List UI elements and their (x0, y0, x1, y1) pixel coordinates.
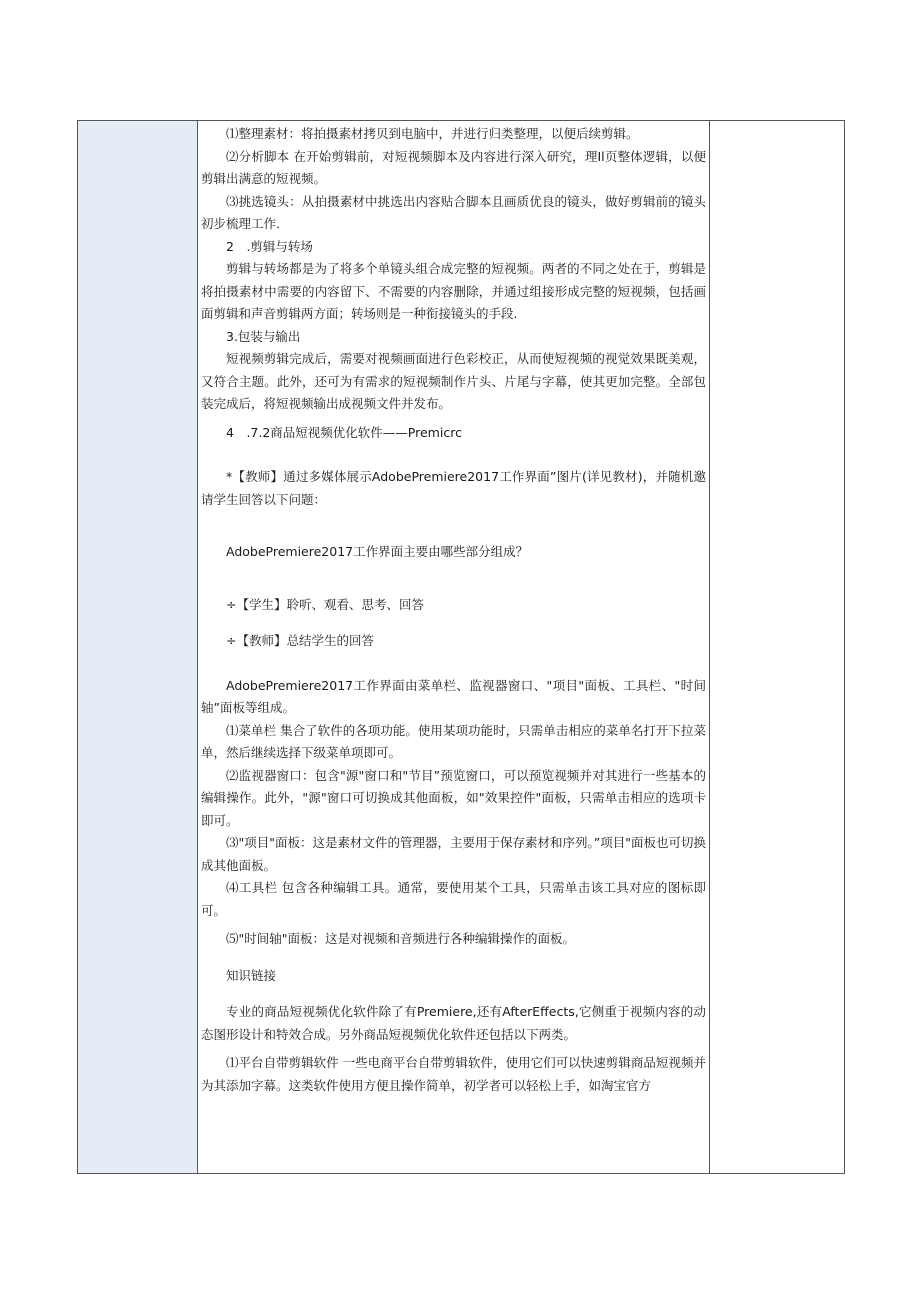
paragraph-other-software: 专业的商品短视频优化软件除了有Premiere,还有AfterEffects,它侧重于视频内容的动态图形设计和特效合成。另外商品短视频优化软件还包括以下两类。 (201, 1004, 706, 1042)
heading-packaging-output: 3.包装与输出 (226, 328, 301, 344)
paragraph-teacher-show: *【教师】通过多媒体展示AdobePremiere2017工作界面”图片(详见教材)，并随机邀请学生回答以下问题： (201, 469, 706, 507)
table-left-column (78, 121, 198, 1173)
paragraph-organize-footage: ⑴整理素材：将拍摄素材拷贝到电脑中，并进行归类整理，以便后续剪辑。 (226, 126, 639, 141)
paragraph-editing-transition: 剪辑与转场都是为了将多个单镜头组合成完整的短视频。两者的不同之处在于，剪辑是将拍摄素材中需要的内容留下、不需要的内容删除，并通过组接形成完整的短视频，包括画面剪辑和声音剪辑两方面；转场则是一种衔接镜头的手段. (201, 261, 706, 321)
paragraph-analyze-script: ⑵分析脚本 在开始剪辑前，对短视频脚本及内容进行深入研究，理Il页整体逻辑，以便剪辑出满意的短视频。 (201, 148, 706, 186)
paragraph-packaging-output: 短视频剪辑完成后，需要对视频画面进行色彩校正，从而使短视频的视觉效果既美观，又符合主题。此外，还可为有需求的短视频制作片头、片尾与字幕，使其更加完整。全部包装完成后，将短视频输出成视频文件并发布。 (201, 351, 706, 411)
heading-editing-transition: 2 .剪辑与转场 (226, 238, 313, 254)
heading-knowledge-link: 知识链接 (226, 967, 277, 983)
paragraph-platform-editor: ⑴平台自带剪辑软件 一些电商平台自带剪辑软件，使用它们可以快速剪辑商品短视频并为其添加字幕。这类软件使用方便且操作简单，初学者可以轻松上手，如淘宝官方 (201, 1055, 706, 1093)
table-right-column (710, 121, 844, 1173)
table-content-column (198, 121, 710, 1173)
paragraph-project-panel: ⑶"项目"面板：这是素材文件的管理器，主要用于保存素材和序列。”项目"面板也可切换成其他面板。 (201, 835, 706, 873)
paragraph-interface-overview: AdobePremiere2017工作界面由菜单栏、监视器窗口、"项目"面板、工具栏、"时间轴”面板等组成。 (201, 677, 706, 715)
paragraph-toolbar: ⑷工具栏 包含各种编辑工具。通常，要使用某个工具，只需单击该工具对应的图标即可。 (201, 880, 706, 918)
paragraph-teacher-summary: ÷【教师】总结学生的回答 (226, 633, 374, 648)
paragraph-question: AdobePremiere2017工作界面主要由哪些部分组成？ (226, 544, 529, 559)
section-heading-premiere: 4 .7.2商品短视频优化软件——Premicrc (226, 424, 462, 440)
paragraph-select-shots: ⑶挑选镜头：从拍摄素材中挑选出内容贴合脚本且画质优良的镜头，做好剪辑前的镜头初步梳理工作. (201, 193, 706, 231)
paragraph-monitor-window: ⑵监视器窗口：包含"源"窗口和"节目”预览窗口，可以预览视频并对其进行一些基本的编辑操作。此外，"源"窗口可切换成其他面板，如"效果控件"面板，只需单击相应的选项卡即可。 (201, 767, 706, 828)
lesson-table (77, 120, 845, 1174)
paragraph-menu-bar: ⑴菜单栏 集合了软件的各项功能。使用某项功能时，只需单击相应的菜单名打开下拉菜单，然后继续选择下级菜单项即可。 (201, 722, 706, 760)
paragraph-student-activity: ÷【学生】聆听、观看、思考、回答 (226, 596, 424, 612)
paragraph-timeline-panel: ⑸"时间轴"面板：这是对视频和音频进行各种编辑操作的面板。 (226, 931, 576, 946)
